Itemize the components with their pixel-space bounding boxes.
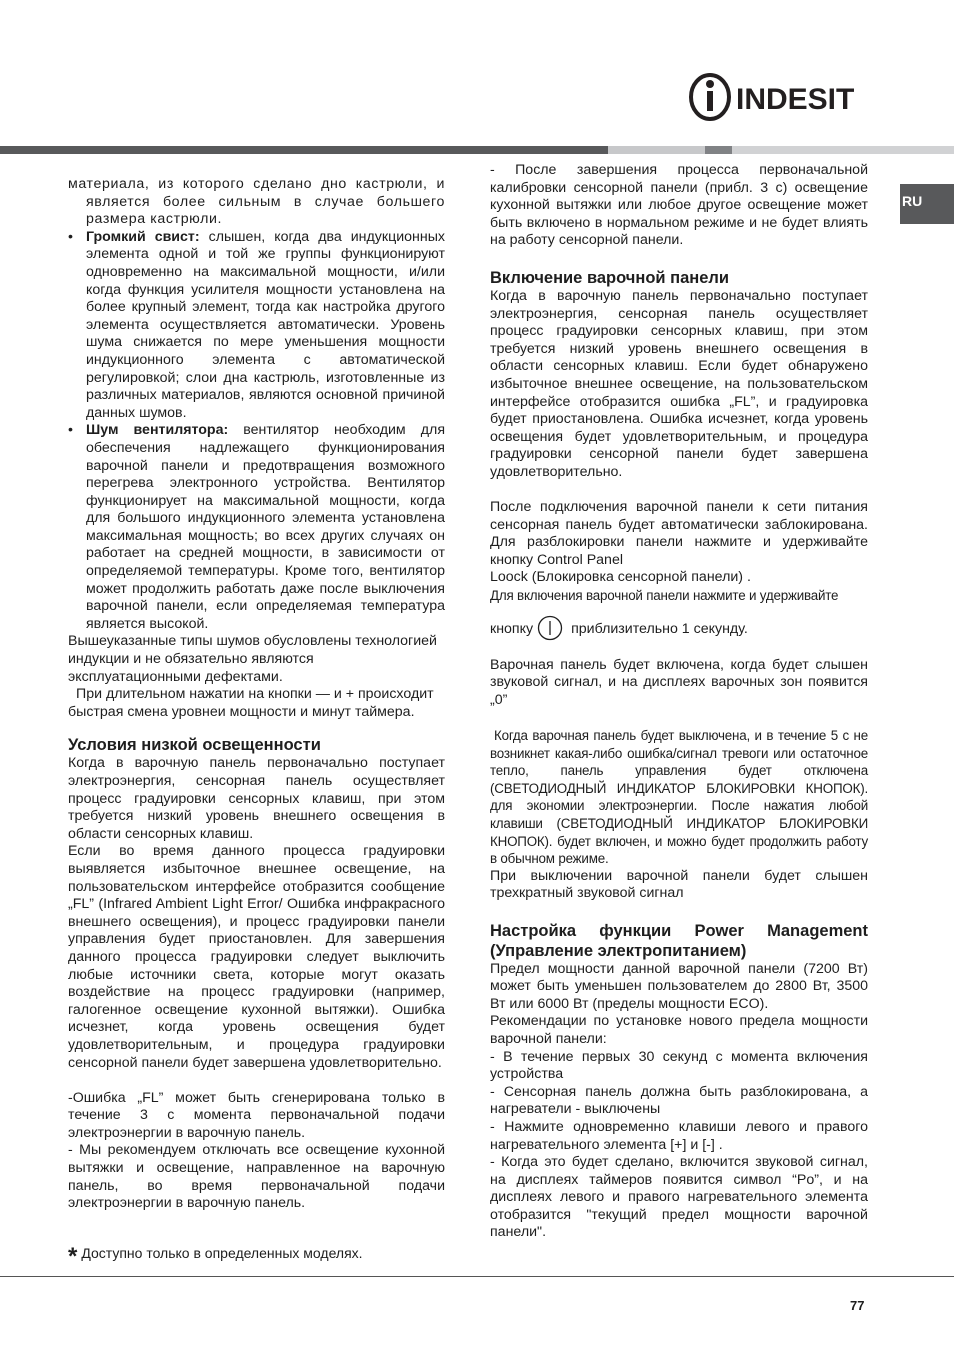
bullet-loud-whistle [68,229,445,423]
right-paragraph-13: - Нажмите одновременно клавиши левого и правого нагревательного элемента [+] и [-] . [490,1118,868,1153]
left-paragraph-4: Когда в варочную панель первоначально поступает электроэнергия, сенсорная панель осуществляет процесс градуировки сенсорных клавиш, при этом требуется низкий уровень внешнего освещения в области сенсорных клавиш. [68,755,445,842]
right-paragraph-1: - После завершения процесса первоначальной калибровки сенсорной панели (прибл. 3 с) освещение кухонной вытяжки или любое другое освещение может быть включено в нормальном режиме и не будет влиять на работу сенсорной панели. [490,162,868,249]
bullet-title: Шум вентилятора: [86,422,229,439]
right-paragraph-11: - В течение первых 30 секунд с момента включения устройства [490,1048,868,1083]
footnote [68,1243,363,1270]
bullet-text: слышен, когда два индукционных элемента одной и той же группы функционируют одновременно на максимальной мощности, и/или когда функция усилителя мощности установлена на более крупный элемент, тогда как настройка другого элемента осуществляется автоматически. Уровень шума снижается по мере уменьшения мощности индукционного элемента с автоматической регулировкой; слои дна кастрюль, изготовленные из различных материалов, являются основной причиной данных шумов. [86,228,445,421]
heading-low-light: Условия низкой освещенности [68,736,321,755]
right-paragraph-9: Предел мощности данной варочной панели (7200 Вт) может быть уменьшен пользователем до 2800 Вт, 3500 Вт или 6000 Вт (пределы мощности ECO). [490,960,868,1012]
right-paragraph-5 [490,615,868,641]
heading-power-management: Настройка функции Power Management (Управление электропитанием) [490,921,868,960]
left-column [68,176,445,1213]
bullet-dot: • [68,422,73,439]
page-number: 77 [850,1298,865,1313]
bottom-divider [0,1276,954,1277]
left-paragraph-5: Если во время данного процесса градуировки выявляется избыточное внешнее освещение, на пользовательском интерфейсе отобразится сообщение „FL” (Infrared Ambient Light Error/ Ошибка инфракрасного внешнего освещения), и процесс градуировки панели управления будет приостановлен. Для завершения данного процесса градуировки следует выключить любые источники света, которые могут оказать воздействие на процесс градуировки (например, галогенное освещение кухонной вытяжки). Ошибка исчезнет, когда уровень освещения будет удовлетворительным, и процедура градуировки сенсорной панели будет завершена удовлетворительно. [68,843,445,1071]
right-paragraph-12: - Сенсорная панель должна быть разблокирована, а нагреватели - выключены [490,1083,868,1118]
stripe-mid [705,146,732,154]
right-paragraph-2: Когда в варочную панель первоначально поступает электроэнергия, сенсорная панель осуществляет процесс градуировки сенсорных клавиш, при этом требуется низкий уровень внешнего освещения в области сенсорных клавиш. Если будет обнаружено избыточное внешнее освещение, на пользовательском интерфейсе отобразится ошибка „FL”, и градуировка будет приостановлена. Ошибка исчезнет, когда уровень освещения будет удовлетворительным, и процедура градуировки сенсорной панели будет завершена удовлетворительно. [490,287,868,480]
bullet-dot: • [68,228,73,245]
stripe-dark [0,146,608,154]
right-paragraph-3: После подключения варочной панели к сети питания сенсорная панель будет автоматически заблокирована. Для разблокировки панели нажмите и удерживайте кнопку Control Panel [490,499,868,568]
left-paragraph-7: - Мы рекомендуем отключать все освещение кухонной вытяжки и освещение, направленное на варочную панель, во время первоначальной подачи электроэнергии в варочную панель. [68,1142,445,1212]
right-paragraph-7: Когда варочная панель будет выключена, и в течение 5 с не возникнет какая-либо ошибка/сигнал тревоги или остаточное тепло, панель управления будет отключена (СВЕТОДИОДНЫЙ ИНДИКАТОР БЛОКИРОВКИ КНОПОК). для экономии электроэнергии. После нажатия любой клавиши (СВЕТОДИОДНЫЙ ИНДИКАТОР БЛОКИРОВКИ КНОПОК). будет включен, и можно будет продолжить работу в обычном режиме. [490,728,868,867]
footnote-text: Доступно только в определенных моделях. [81,1245,363,1261]
right-paragraph-14: - Когда это будет сделано, включится звуковой сигнал, на дисплеях таймеров появится символ “Po”, и на дисплеях левого и правого нагревательного элемента отобразится "текущий предел мощности варочной панели". [490,1154,868,1241]
right-paragraph-4: Для включения варочной панели нажмите и удерживайте [490,588,839,604]
left-paragraph-2: Вышеуказанные типы шумов обусловлены технологией индукции и не обязательно являются эксплуатационными дефектами. [68,633,437,685]
indesit-logo [688,72,873,122]
button-label: кнопку [490,620,534,637]
right-paragraph-3b: Loock (Блокировка сенсорной панели) . [490,569,751,586]
power-icon [537,615,563,641]
duration-text: приблизительно 1 секунду. [571,620,748,637]
right-column [490,162,868,1242]
bullet-fan-noise [68,422,445,633]
left-paragraph-6: -Ошибка „FL” может быть сгенерирована только в течение 3 с момента первоначальной подачи электроэнергии в варочную панель. [68,1089,445,1141]
stripe-lighter [732,146,954,154]
bullet-text: вентилятор необходим для обеспечения надлежащего функционирования варочной панели и предотвращения возможного перегрева электронного устройства. Вентилятор функционирует на максимальной мощности, когда для большого индукционного элемента установлена максимальная мощность; во всех других случаях он работает на средней мощности, в зависимости от определяемой температуры. Кроме того, вентилятор может продолжить работать даже после выключения варочной панели, если определяемая температура является высокой. [86,422,446,632]
heading-switch-on: Включение варочной панели [490,268,730,287]
left-paragraph-1: материала, из которого сделано дно кастрюли, и является более сильным в случае большего размера кастрюли. [68,176,445,228]
right-paragraph-8: При выключении варочной панели будет слышен трехкратный звуковой сигнал [490,867,868,902]
stripe-light [608,146,705,154]
footnote-star: * [68,1243,78,1270]
header-stripes [0,146,954,154]
left-paragraph-3: При длительном нажатии на кнопки — и + происходит быстрая смена уровнеи мощности и минут таймера. [68,686,434,720]
brand-name: INDESIT [736,83,855,116]
language-tab: RU [900,184,954,224]
bullet-title: Громкий свист: [86,228,200,245]
right-paragraph-6: Варочная панель будет включена, когда будет слышен звуковой сигнал, и на дисплеях варочных зон появится „0” [490,656,868,708]
right-paragraph-10: Рекомендации по установке нового предела мощности варочной панели: [490,1013,868,1047]
